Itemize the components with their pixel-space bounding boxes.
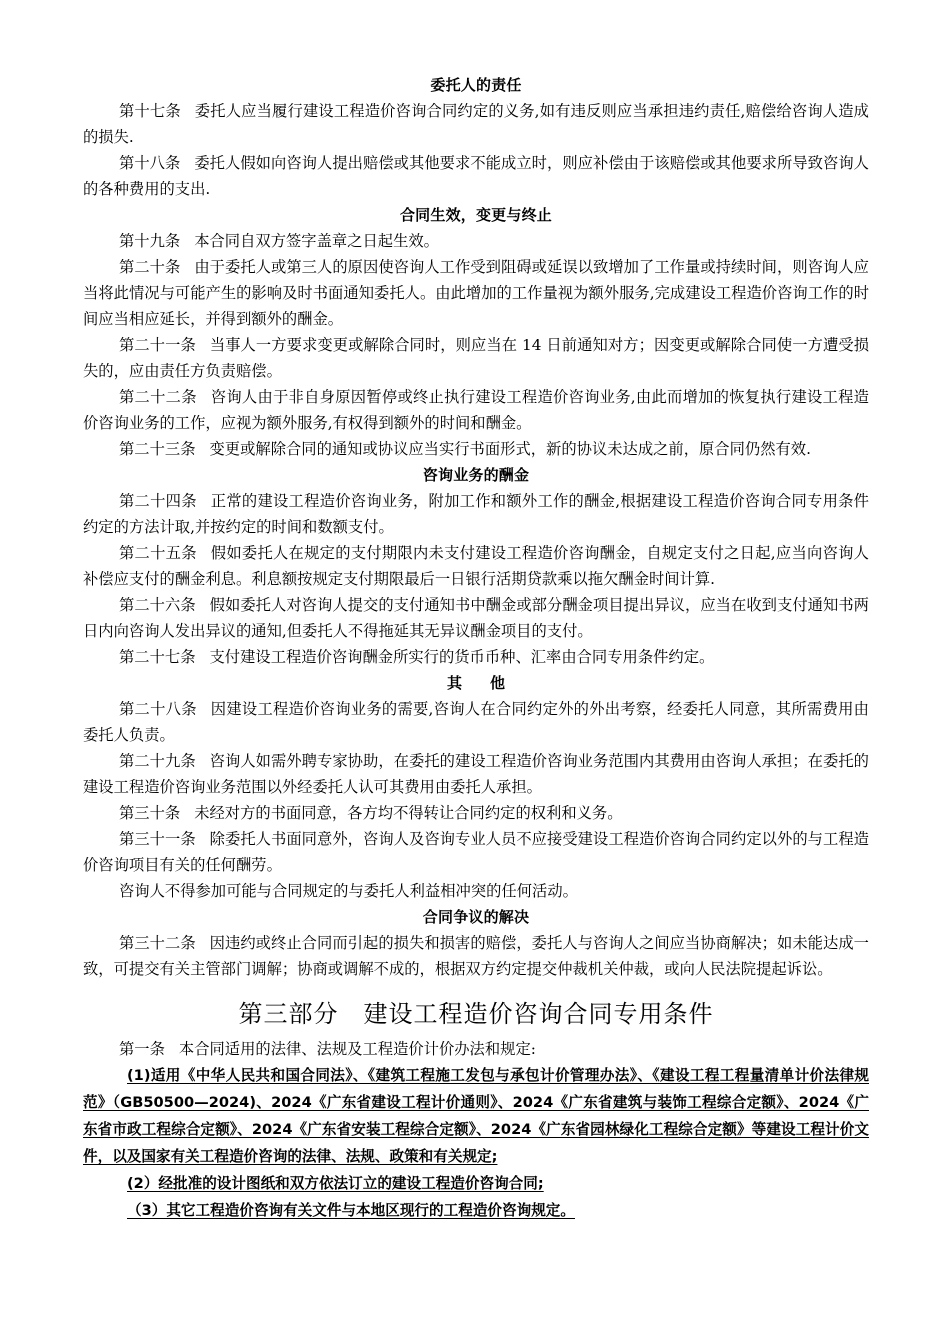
article-number: 第二十七条 <box>119 648 196 666</box>
article-31 <box>83 826 869 878</box>
article-number: 第二十九条 <box>119 752 196 770</box>
article-number: 第二十二条 <box>119 388 197 406</box>
article-24 <box>83 488 869 540</box>
article-number: 第十七条 <box>119 102 181 120</box>
article-number: 第二十六条 <box>119 596 196 614</box>
article-text: 未经对方的书面同意，各方均不得转让合同约定的权利和义务。 <box>194 804 623 822</box>
article-text: 因建设工程造价咨询业务的需要,咨询人在合同约定外的外出考察，经委托人同意，其所需费用由委托人负责。 <box>83 700 869 744</box>
article-number: 第二十四条 <box>119 492 197 510</box>
article-text: 正常的建设工程造价咨询业务，附加工作和额外工作的酬金,根据建设工程造价咨询合同专用条件约定的方法计取,并按约定的时间和数额支付。 <box>83 492 869 536</box>
article-25 <box>83 540 869 592</box>
article-text: 假如委托人对咨询人提交的支付通知书中酬金或部分酬金项目提出异议，应当在收到支付通知书两日内向咨询人发出异议的通知,但委托人不得拖延其无异议酬金项目的支付。 <box>83 596 869 640</box>
article-text: 本合同适用的法律、法规及工程造价计价办法和规定: <box>178 1040 536 1058</box>
part3-item-2 <box>83 1170 869 1197</box>
article-23 <box>83 436 869 462</box>
article-17 <box>83 98 869 150</box>
section-heading-remuneration: 咨询业务的酬金 <box>422 466 530 484</box>
article-26 <box>83 592 869 644</box>
article-text: 本合同自双方签字盖章之日起生效。 <box>194 232 439 250</box>
article-31-continued: 咨询人不得参加可能与合同规定的与委托人利益相冲突的任何活动。 <box>119 882 578 900</box>
article-text: 由于委托人或第三人的原因使咨询人工作受到阻碍或延误以致增加了工作量或持续时间，则咨询人应当将此情况与可能产生的影响及时书面通知委托人。由此增加的工作量视为额外服务,完成建设工程造价咨询工作的时间应当相应延长，并得到额外的酬金。 <box>83 258 869 328</box>
article-29 <box>83 748 869 800</box>
article-text: 委托人应当履行建设工程造价咨询合同约定的义务,如有违反则应当承担违约责任,赔偿给咨询人造成的损失. <box>83 102 869 146</box>
article-number: 第二十三条 <box>119 440 196 458</box>
article-27 <box>83 644 869 670</box>
article-number: 第二十一条 <box>119 336 196 354</box>
article-number: 第三十条 <box>119 804 181 822</box>
article-text: 因违约或终止合同而引起的损失和损害的赔偿，委托人与咨询人之间应当协商解决；如未能达成一致，可提交有关主管部门调解；协商或调解不成的，根据双方约定提交仲裁机关仲裁，或向人民法院提起诉讼。 <box>83 934 869 978</box>
article-32 <box>83 930 869 982</box>
part-three-title: 第三部分 建设工程造价咨询合同专用条件 <box>238 1000 714 1028</box>
part3-article-1 <box>83 1036 869 1062</box>
article-number: 第十八条 <box>119 154 181 172</box>
article-20 <box>83 254 869 332</box>
article-number: 第三十一条 <box>119 830 196 848</box>
article-text: 咨询人由于非自身原因暂停或终止执行建设工程造价咨询业务,由此而增加的恢复执行建设工程造价咨询业务的工作，应视为额外服务,有权得到额外的时间和酬金。 <box>83 388 869 432</box>
article-18 <box>83 150 869 202</box>
article-22 <box>83 384 869 436</box>
article-text: 变更或解除合同的通知或协议应当实行书面形式，新的协议未达成之前，原合同仍然有效. <box>209 440 811 458</box>
article-text: 委托人假如向咨询人提出赔偿或其他要求不能成立时，则应补偿由于该赔偿或其他要求所导致咨询人的各种费用的支出. <box>83 154 869 198</box>
part3-item-3 <box>83 1197 869 1224</box>
item-text: (1)适用《中华人民共和国合同法》、《建筑工程施工发包与承包计价管理办法》、《建设工程工程量清单计价法律规范》（GB50500—2024)、2024《广东省建设工程计价通则》、2024《广东省建筑与装饰工程综合定额》、2024《广东省市政工程综合定额》、2024《广东省安装工程综合定额》、2024《广东省园林绿化工程综合定额》等建设工程计价文件，以及国家有关工程造价咨询的法律、法规、政策和有关规定; <box>83 1067 869 1165</box>
article-text: 假如委托人在规定的支付期限内未支付建设工程造价咨询酬金，自规定支付之日起,应当向咨询人补偿应支付的酬金利息。利息额按规定支付期限最后一日银行活期贷款乘以拖欠酬金时间计算. <box>83 544 869 588</box>
item-text: (2）经批准的设计图纸和双方依法订立的建设工程造价咨询合同; <box>127 1175 544 1192</box>
article-number: 第十九条 <box>119 232 181 250</box>
article-30 <box>83 800 869 826</box>
document-page <box>83 72 869 1224</box>
section-heading-client-responsibility: 委托人的责任 <box>430 76 522 94</box>
article-19 <box>83 228 869 254</box>
article-number: 第二十五条 <box>119 544 197 562</box>
article-21 <box>83 332 869 384</box>
article-number: 第二十条 <box>119 258 181 276</box>
part3-item-1 <box>83 1062 869 1170</box>
article-text: 咨询人如需外聘专家协助，在委托的建设工程造价咨询业务范围内其费用由咨询人承担；在委托的建设工程造价咨询业务范围以外经委托人认可其费用由委托人承担。 <box>83 752 869 796</box>
article-number: 第二十八条 <box>119 700 197 718</box>
item-text: （3）其它工程造价咨询有关文件与本地区现行的工程造价咨询规定。 <box>127 1202 575 1219</box>
article-text: 除委托人书面同意外，咨询人及咨询专业人员不应接受建设工程造价咨询合同约定以外的与工程造价咨询项目有关的任何酬劳。 <box>83 830 869 874</box>
article-28 <box>83 696 869 748</box>
section-heading-contract-effect: 合同生效，变更与终止 <box>399 206 552 224</box>
article-number: 第一条 <box>119 1040 165 1058</box>
article-text: 当事人一方要求变更或解除合同时，则应当在 14 日前通知对方；因变更或解除合同使一方遭受损失的，应由责任方负责赔偿。 <box>83 336 869 380</box>
section-heading-other: 其他 <box>446 674 533 692</box>
article-number: 第三十二条 <box>119 934 196 952</box>
section-heading-dispute: 合同争议的解决 <box>422 908 530 926</box>
article-text: 支付建设工程造价咨询酬金所实行的货币币种、汇率由合同专用条件约定。 <box>209 648 715 666</box>
